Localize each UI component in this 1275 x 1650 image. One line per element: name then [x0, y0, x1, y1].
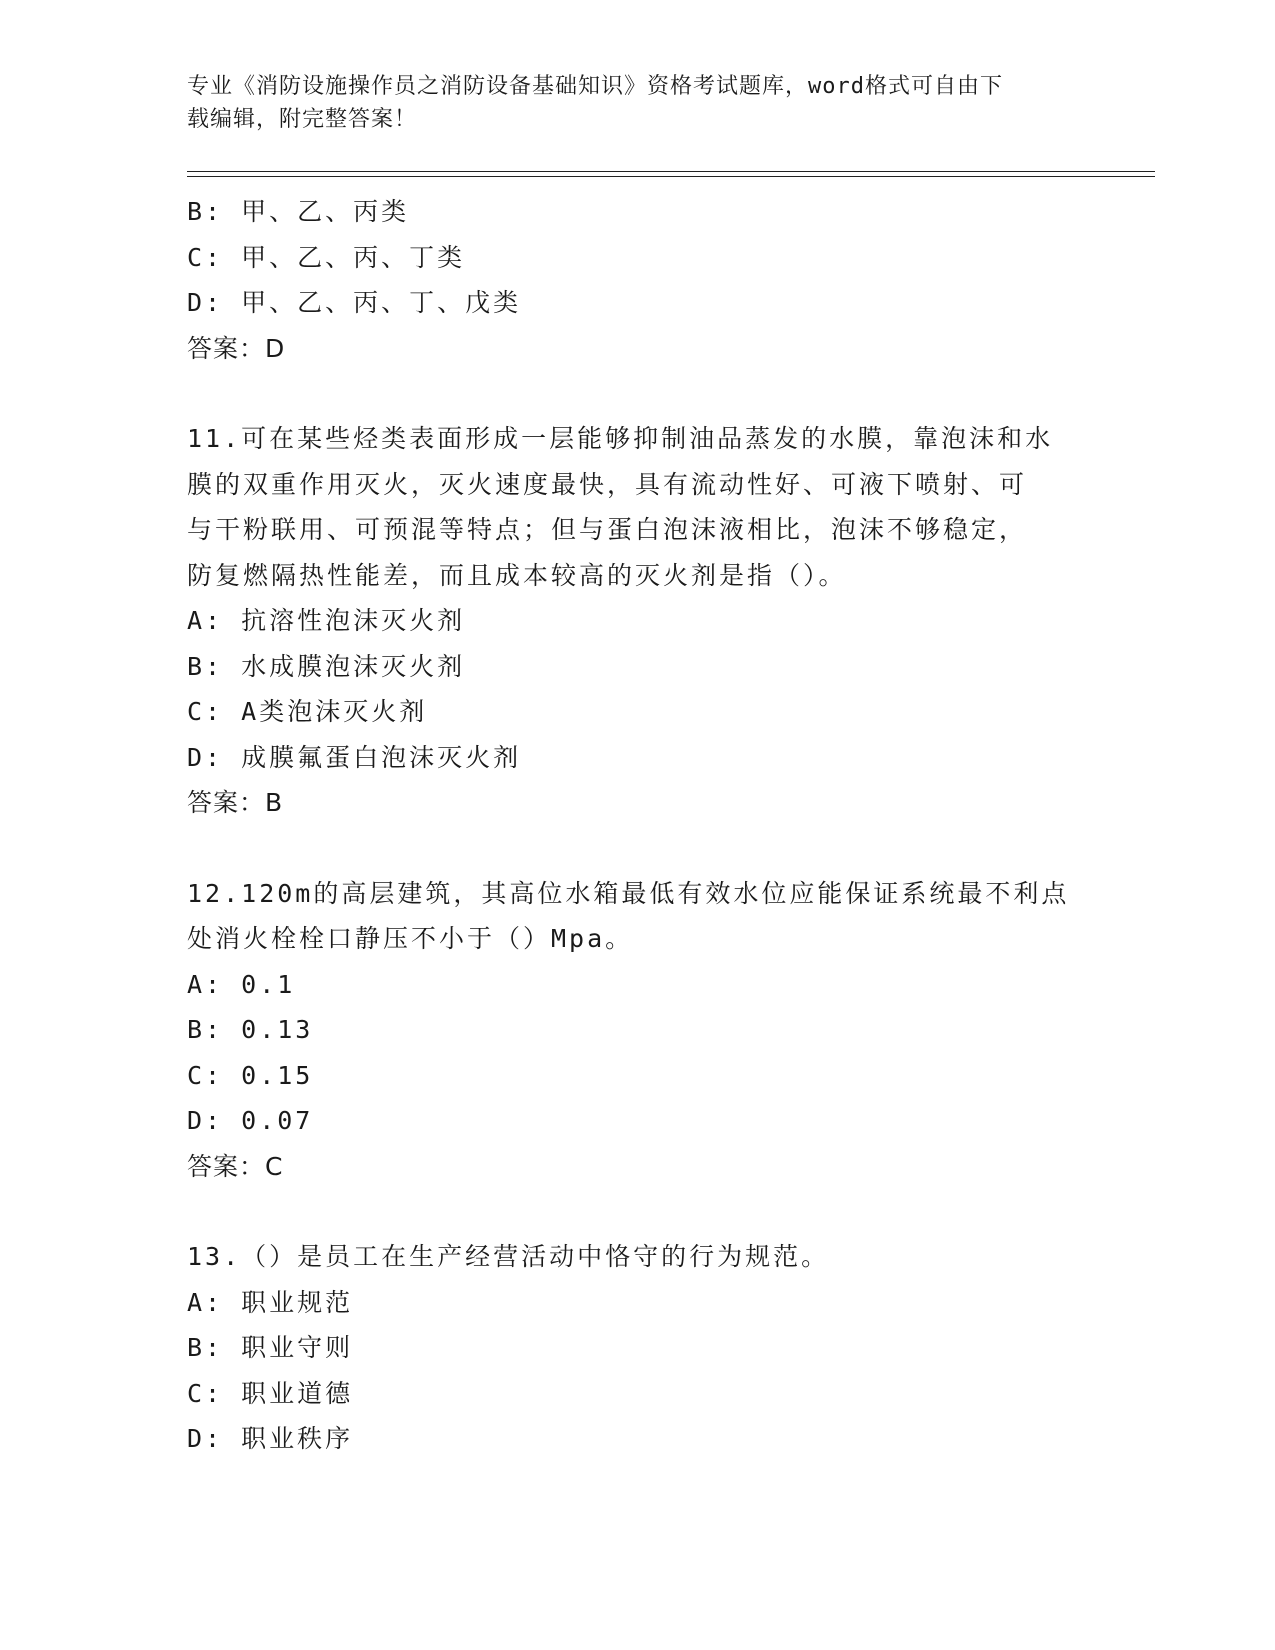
question-stem-line: 13.（）是员工在生产经营活动中恪守的行为规范。 [187, 1242, 830, 1271]
question-stem-line: 12.120m的高层建筑，其高位水箱最低有效水位应能保证系统最不利点 [187, 878, 1070, 908]
option-c: C: 职业道德 [187, 1378, 354, 1408]
answer-label: 答案：C [187, 1151, 284, 1181]
option-b: B: 水成膜泡沫灭火剂 [187, 651, 466, 681]
question-content [187, 189, 1087, 1462]
question-stem-line: 处消火栓栓口静压不小于（）Mpa。 [187, 924, 634, 953]
option-c: C: 0.15 [187, 1060, 314, 1090]
answer-label: 答案：B [187, 788, 284, 817]
document-header [187, 70, 1087, 136]
option-d: D: 0.07 [187, 1106, 314, 1135]
header-line-1: 专业《消防设施操作员之消防设备基础知识》资格考试题库，word格式可自由下 [187, 74, 1003, 99]
question-12 [187, 871, 1087, 1190]
question-stem-line: 防复燃隔热性能差，而且成本较高的灭火剂是指（）。 [187, 560, 847, 590]
option-b: B: 0.13 [187, 1015, 314, 1044]
option-a: A: 0.1 [187, 969, 296, 999]
option-b: B: 甲、乙、丙类 [187, 197, 410, 226]
question-stem-line: 与干粉联用、可预混等特点；但与蛋白泡沫液相比，泡沫不够稳定， [187, 515, 1028, 544]
header-rule-bottom [187, 176, 1155, 177]
option-c: C: A类泡沫灭火剂 [187, 697, 428, 726]
option-d: D: 成膜氟蛋白泡沫灭火剂 [187, 742, 522, 772]
header-rule-top [187, 171, 1155, 172]
question-10-tail [187, 189, 1087, 371]
question-stem-line: 11.可在某些烃类表面形成一层能够抑制油品蒸发的水膜，靠泡沫和水 [187, 424, 1054, 453]
answer-label: 答案：D [187, 333, 286, 363]
question-11 [187, 416, 1087, 826]
question-13 [187, 1234, 1087, 1462]
header-line-2: 载编辑，附完整答案！ [187, 107, 418, 132]
question-stem-line: 膜的双重作用灭火，灭火速度最快，具有流动性好、可液下喷射、可 [187, 469, 1028, 499]
option-a: A: 抗溶性泡沫灭火剂 [187, 606, 466, 635]
option-d: D: 甲、乙、丙、丁、戊类 [187, 288, 522, 317]
option-c: C: 甲、乙、丙、丁类 [187, 242, 466, 272]
option-d: D: 职业秩序 [187, 1424, 354, 1453]
option-b: B: 职业守则 [187, 1333, 354, 1362]
option-a: A: 职业规范 [187, 1287, 354, 1317]
